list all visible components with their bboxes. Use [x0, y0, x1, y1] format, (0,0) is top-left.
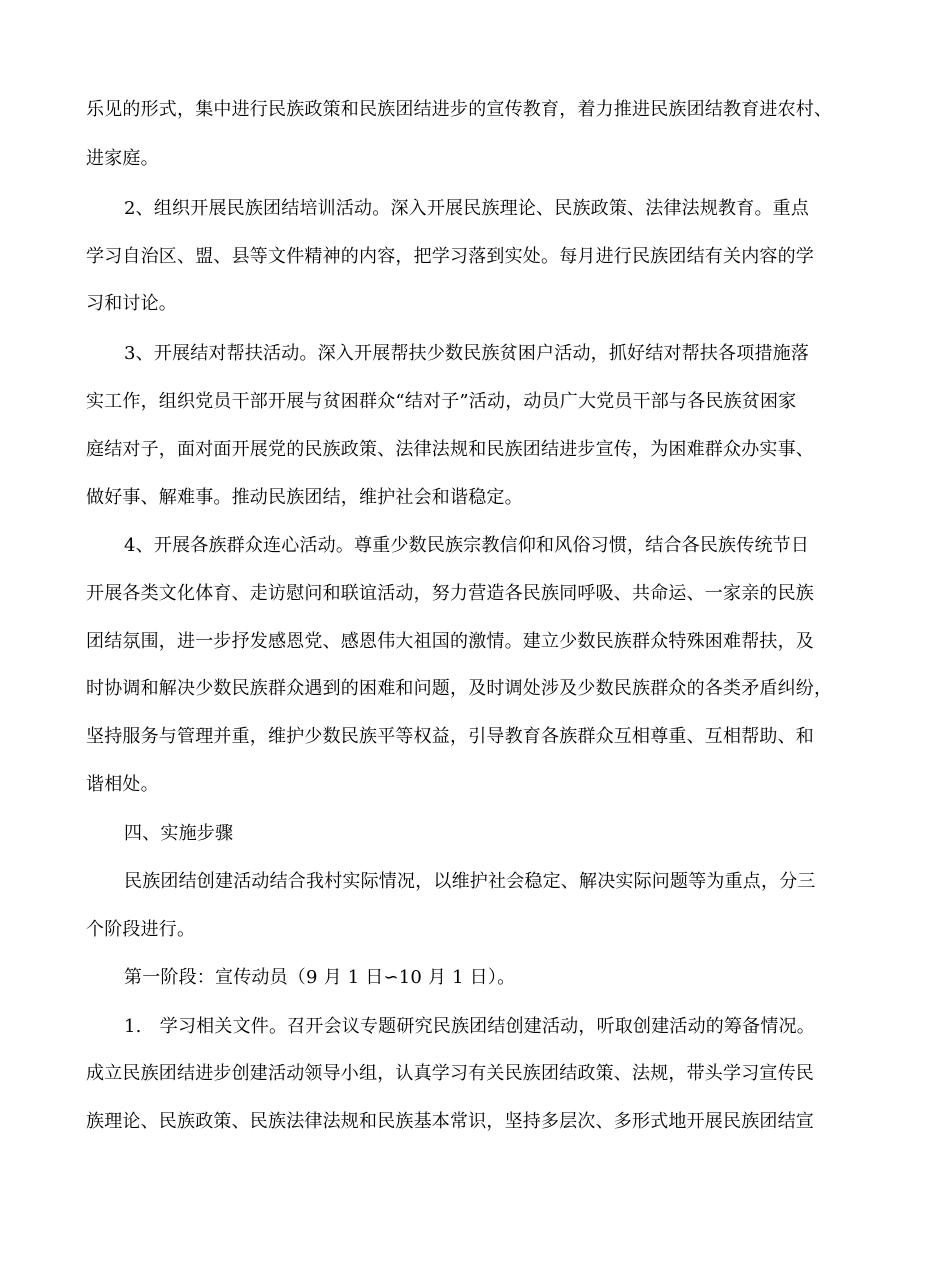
- text-line: 学习自治区、盟、县等文件精神的内容，把学习落到实处。每月进行民族团结有关内容的学: [86, 246, 814, 267]
- text-line: 时协调和解决少数民族群众遇到的困难和问题，及时调处涉及少数民族群众的各类矛盾纠纷，: [86, 678, 833, 699]
- text-line: 实工作，组织党员干部开展与贫困群众“结对子”活动，动员广大党员干部与各民族贫困家: [86, 391, 797, 412]
- paragraph-intro: 民族团结创建活动结合我村实际情况，以维护社会稳定、解决实际问题等为重点，分三: [124, 871, 816, 892]
- list-item-start: 1. 学习相关文件。召开会议专题研究民族团结创建活动，听取创建活动的筹备情况。: [124, 1016, 815, 1037]
- text-line: 团结氛围，进一步抒发感恩党、感恩伟大祖国的激情。建立少数民族群众特殊困难帮扶，及: [86, 631, 814, 652]
- text-line: 谐相处。: [86, 774, 159, 795]
- text-line: 做好事、解难事。推动民族团结，维护社会和谐稳定。: [86, 487, 523, 508]
- text-line: 开展各类文化体育、走访慰问和联谊活动，努力营造各民族同呼吸、共命运、一家亲的民族: [86, 583, 814, 604]
- text-line: 习和讨论。: [86, 293, 177, 314]
- paragraph-4-start: 4、开展各族群众连心活动。尊重少数民族宗教信仰和风俗习惯，结合各民族传统节日: [124, 535, 810, 556]
- paragraph-2-start: 2、组织开展民族团结培训活动。深入开展民族理论、民族政策、法律法规教育。重点: [124, 198, 810, 219]
- text-line: 个阶段进行。: [86, 919, 196, 940]
- text-line: 坚持服务与管理并重，维护少数民族平等权益，引导教育各族群众互相尊重、互相帮助、和: [86, 726, 814, 747]
- paragraph-3-start: 3、开展结对帮扶活动。深入开展帮扶少数民族贫困户活动，抓好结对帮扶各项措施落: [124, 343, 810, 364]
- phase-heading: 第一阶段：宣传动员（9 月 1 日∽10 月 1 日）。: [124, 967, 516, 988]
- text-line: 庭结对子，面对面开展党的民族政策、法律法规和民族团结进步宣传，为困难群众办实事、: [86, 439, 814, 460]
- text-line: 成立民族团结进步创建活动领导小组，认真学习有关民族团结政策、法规，带头学习宣传民: [86, 1063, 814, 1084]
- section-heading: 四、实施步骤: [124, 823, 234, 844]
- text-line: 进家庭。: [86, 148, 159, 169]
- text-line: 族理论、民族政策、民族法律法规和民族基本常识，坚持多层次、多形式地开展民族团结宣: [86, 1111, 814, 1132]
- text-line: 乐见的形式，集中进行民族政策和民族团结进步的宣传教育，着力推进民族团结教育进农村、: [86, 99, 833, 120]
